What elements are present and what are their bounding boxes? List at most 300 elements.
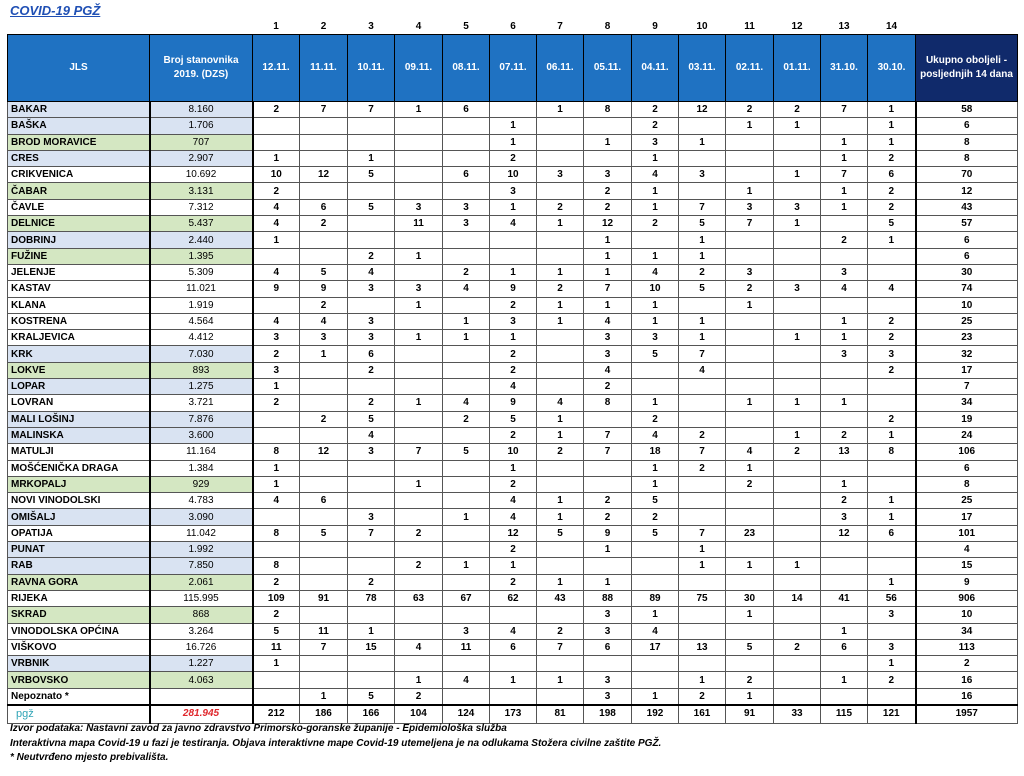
case-count-cell [821, 216, 868, 232]
population-cell: 1.706 [150, 118, 253, 134]
day-total-cell: 198 [584, 705, 632, 724]
case-count-cell [395, 118, 443, 134]
table-row [8, 444, 1018, 460]
case-count-cell [300, 574, 348, 590]
case-count-cell: 4 [679, 362, 726, 378]
case-count-cell [348, 460, 395, 476]
case-count-cell [300, 362, 348, 378]
case-count-cell [584, 558, 632, 574]
case-count-cell: 2 [348, 574, 395, 590]
day-total-cell: 81 [537, 705, 584, 724]
logo-text: pgž [8, 705, 150, 724]
case-count-cell: 3 [348, 281, 395, 297]
case-count-cell: 1 [584, 248, 632, 264]
case-count-cell: 1 [868, 118, 916, 134]
row-total-cell: 34 [916, 395, 1018, 411]
header-total: Ukupno oboljeli - posljednjih 14 dana [916, 35, 1018, 102]
source-note: Izvor podataka: Nastavni zavod za javno zdravstvo Primorsko-goranske županije - Epidemiološka služba [10, 723, 507, 734]
case-count-cell [774, 607, 821, 623]
case-count-cell [300, 656, 348, 672]
case-count-cell: 2 [537, 199, 584, 215]
case-count-cell: 109 [253, 590, 300, 606]
day-total-cell: 212 [253, 705, 300, 724]
table-row [8, 427, 1018, 443]
case-count-cell: 5 [868, 216, 916, 232]
case-count-cell: 1 [395, 297, 443, 313]
case-count-cell [490, 607, 537, 623]
case-count-cell [821, 607, 868, 623]
table-row [8, 639, 1018, 655]
case-count-cell: 2 [632, 509, 679, 525]
case-count-cell [300, 118, 348, 134]
case-count-cell: 2 [632, 118, 679, 134]
case-count-cell: 2 [490, 542, 537, 558]
case-count-cell [774, 183, 821, 199]
case-count-cell: 1 [348, 623, 395, 639]
case-count-cell [348, 118, 395, 134]
case-count-cell: 2 [348, 395, 395, 411]
case-count-cell [443, 574, 490, 590]
municipality-name: MATULJI [8, 444, 150, 460]
case-count-cell: 5 [632, 525, 679, 541]
case-count-cell [774, 476, 821, 492]
case-count-cell: 1 [395, 395, 443, 411]
case-count-cell [348, 542, 395, 558]
population-cell: 1.227 [150, 656, 253, 672]
population-cell: 4.063 [150, 672, 253, 688]
population-cell: 7.030 [150, 346, 253, 362]
table-body [8, 102, 1018, 705]
case-count-cell [584, 411, 632, 427]
case-count-cell: 1 [679, 232, 726, 248]
table-row [8, 134, 1018, 150]
case-count-cell [253, 509, 300, 525]
case-count-cell: 4 [253, 216, 300, 232]
case-count-cell: 1 [395, 672, 443, 688]
case-count-cell: 4 [443, 672, 490, 688]
municipality-name: ČAVLE [8, 199, 150, 215]
municipality-name: KLANA [8, 297, 150, 313]
case-count-cell [726, 509, 774, 525]
case-count-cell: 1 [868, 427, 916, 443]
case-count-cell: 6 [443, 102, 490, 118]
case-count-cell: 1 [490, 460, 537, 476]
case-count-cell: 4 [490, 379, 537, 395]
case-count-cell [679, 183, 726, 199]
case-count-cell: 1 [774, 558, 821, 574]
case-count-cell: 2 [253, 607, 300, 623]
case-count-cell: 4 [632, 427, 679, 443]
municipality-name: MRKOPALJ [8, 476, 150, 492]
row-total-cell: 16 [916, 672, 1018, 688]
case-count-cell: 2 [868, 183, 916, 199]
case-count-cell [537, 379, 584, 395]
case-count-cell [490, 688, 537, 705]
case-count-cell [300, 460, 348, 476]
case-count-cell: 3 [821, 509, 868, 525]
case-count-cell [679, 656, 726, 672]
case-count-cell: 2 [774, 639, 821, 655]
case-count-cell: 1 [774, 395, 821, 411]
case-count-cell: 1 [632, 199, 679, 215]
case-count-cell: 5 [300, 525, 348, 541]
row-total-cell: 12 [916, 183, 1018, 199]
case-count-cell: 9 [584, 525, 632, 541]
case-count-cell: 1 [679, 313, 726, 329]
case-count-cell: 1 [726, 297, 774, 313]
case-count-cell: 7 [348, 525, 395, 541]
day-total-cell: 104 [395, 705, 443, 724]
case-count-cell: 5 [443, 444, 490, 460]
case-count-cell: 8 [868, 444, 916, 460]
case-count-cell: 1 [490, 264, 537, 280]
case-count-cell: 1 [821, 623, 868, 639]
row-total-cell: 23 [916, 330, 1018, 346]
case-count-cell: 3 [348, 444, 395, 460]
case-count-cell [774, 525, 821, 541]
case-count-cell: 8 [253, 558, 300, 574]
header-date: 01.11. [774, 35, 821, 102]
case-count-cell: 5 [300, 264, 348, 280]
population-cell: 2.440 [150, 232, 253, 248]
row-total-cell: 58 [916, 102, 1018, 118]
case-count-cell: 1 [537, 493, 584, 509]
municipality-name: BAŠKA [8, 118, 150, 134]
case-count-cell: 5 [348, 167, 395, 183]
case-count-cell: 63 [395, 590, 443, 606]
municipality-name: BAKAR [8, 102, 150, 118]
case-count-cell: 1 [868, 493, 916, 509]
population-cell: 3.264 [150, 623, 253, 639]
table-row [8, 509, 1018, 525]
case-count-cell [868, 688, 916, 705]
case-count-cell: 2 [395, 688, 443, 705]
row-total-cell: 24 [916, 427, 1018, 443]
case-count-cell [348, 232, 395, 248]
column-number: 6 [510, 21, 516, 32]
case-count-cell: 3 [537, 167, 584, 183]
case-count-cell: 1 [584, 134, 632, 150]
municipality-name: CRES [8, 150, 150, 166]
case-count-cell: 4 [537, 395, 584, 411]
case-count-cell: 3 [821, 346, 868, 362]
case-count-cell: 2 [821, 493, 868, 509]
case-count-cell: 4 [443, 395, 490, 411]
case-count-cell [868, 297, 916, 313]
header-date: 03.11. [679, 35, 726, 102]
case-count-cell [300, 248, 348, 264]
case-count-cell: 4 [490, 509, 537, 525]
case-count-cell [253, 542, 300, 558]
case-count-cell: 1 [537, 216, 584, 232]
case-count-cell: 10 [253, 167, 300, 183]
header-date: 30.10. [868, 35, 916, 102]
case-count-cell [300, 150, 348, 166]
table-row [8, 330, 1018, 346]
table-row [8, 248, 1018, 264]
case-count-cell [537, 476, 584, 492]
row-total-cell: 7 [916, 379, 1018, 395]
case-count-cell [821, 411, 868, 427]
case-count-cell: 1 [821, 199, 868, 215]
case-count-cell [679, 150, 726, 166]
case-count-cell [726, 232, 774, 248]
case-count-cell [774, 623, 821, 639]
case-count-cell: 1 [443, 330, 490, 346]
case-count-cell: 2 [584, 509, 632, 525]
column-number: 7 [557, 21, 563, 32]
case-count-cell [537, 248, 584, 264]
case-count-cell: 1 [537, 411, 584, 427]
case-count-cell: 8 [253, 444, 300, 460]
case-count-cell: 1 [490, 330, 537, 346]
case-count-cell: 2 [348, 362, 395, 378]
case-count-cell [490, 102, 537, 118]
case-count-cell: 12 [679, 102, 726, 118]
case-count-cell: 4 [726, 444, 774, 460]
row-total-cell: 9 [916, 574, 1018, 590]
row-total-cell: 906 [916, 590, 1018, 606]
case-count-cell [395, 232, 443, 248]
row-total-cell: 2 [916, 656, 1018, 672]
case-count-cell: 13 [821, 444, 868, 460]
case-count-cell [726, 542, 774, 558]
column-number: 10 [696, 21, 708, 32]
case-count-cell [632, 558, 679, 574]
population-cell: 4.564 [150, 313, 253, 329]
case-count-cell: 1 [868, 232, 916, 248]
case-count-cell: 23 [726, 525, 774, 541]
case-count-cell [395, 607, 443, 623]
case-count-cell: 1 [584, 232, 632, 248]
case-count-cell: 2 [632, 216, 679, 232]
case-count-cell [632, 574, 679, 590]
day-total-cell: 192 [632, 705, 679, 724]
case-count-cell: 2 [726, 672, 774, 688]
case-count-cell: 7 [679, 444, 726, 460]
page-title[interactable]: COVID-19 PGŽ [10, 3, 101, 18]
row-total-cell: 17 [916, 362, 1018, 378]
case-count-cell: 1 [868, 102, 916, 118]
blank-cell [916, 16, 1018, 35]
table-row [8, 379, 1018, 395]
case-count-cell: 1 [395, 102, 443, 118]
case-count-cell [348, 476, 395, 492]
case-count-cell: 2 [395, 558, 443, 574]
case-count-cell [253, 427, 300, 443]
population-cell: 7.876 [150, 411, 253, 427]
case-count-cell [300, 607, 348, 623]
case-count-cell [395, 427, 443, 443]
case-count-cell [300, 134, 348, 150]
case-count-cell: 1 [679, 134, 726, 150]
case-count-cell [774, 264, 821, 280]
case-count-cell: 5 [632, 493, 679, 509]
row-total-cell: 74 [916, 281, 1018, 297]
case-count-cell: 1 [726, 688, 774, 705]
case-count-cell: 4 [490, 623, 537, 639]
case-count-cell [726, 623, 774, 639]
case-count-cell: 3 [490, 183, 537, 199]
table-row [8, 199, 1018, 215]
case-count-cell: 2 [300, 216, 348, 232]
case-count-cell [443, 607, 490, 623]
municipality-name: DELNICE [8, 216, 150, 232]
case-count-cell: 1 [774, 118, 821, 134]
case-count-cell: 3 [395, 199, 443, 215]
case-count-cell [868, 558, 916, 574]
case-count-cell: 1 [395, 330, 443, 346]
case-count-cell [821, 558, 868, 574]
case-count-cell: 2 [726, 102, 774, 118]
case-count-cell: 4 [632, 623, 679, 639]
row-total-cell: 57 [916, 216, 1018, 232]
case-count-cell [774, 379, 821, 395]
case-count-cell: 1 [537, 574, 584, 590]
population-cell: 11.164 [150, 444, 253, 460]
case-count-cell [774, 297, 821, 313]
case-count-cell: 7 [395, 444, 443, 460]
case-count-cell: 5 [348, 199, 395, 215]
case-count-cell [443, 248, 490, 264]
case-count-cell: 6 [300, 199, 348, 215]
case-count-cell: 5 [348, 688, 395, 705]
column-number-row [8, 16, 1018, 35]
case-count-cell [253, 248, 300, 264]
population-cell: 1.992 [150, 542, 253, 558]
case-count-cell [868, 395, 916, 411]
case-count-cell [726, 313, 774, 329]
population-cell: 2.061 [150, 574, 253, 590]
population-cell: 3.090 [150, 509, 253, 525]
case-count-cell: 1 [632, 248, 679, 264]
case-count-cell: 2 [253, 395, 300, 411]
case-count-cell: 1 [821, 672, 868, 688]
case-count-cell: 5 [632, 346, 679, 362]
row-total-cell: 101 [916, 525, 1018, 541]
population-cell: 868 [150, 607, 253, 623]
day-total-cell: 33 [774, 705, 821, 724]
case-count-cell: 1 [774, 216, 821, 232]
row-total-cell: 25 [916, 493, 1018, 509]
case-count-cell: 43 [537, 590, 584, 606]
case-count-cell [774, 346, 821, 362]
case-count-cell: 1 [443, 558, 490, 574]
case-count-cell: 5 [537, 525, 584, 541]
case-count-cell [726, 346, 774, 362]
municipality-name: MALI LOŠINJ [8, 411, 150, 427]
case-count-cell: 1 [584, 574, 632, 590]
table-row [8, 183, 1018, 199]
case-count-cell [443, 542, 490, 558]
municipality-name: OMIŠALJ [8, 509, 150, 525]
case-count-cell: 6 [443, 167, 490, 183]
case-count-cell: 4 [584, 313, 632, 329]
case-count-cell [537, 607, 584, 623]
header-population: Broj stanovnika 2019. (DZS) [150, 35, 253, 102]
case-count-cell: 7 [348, 102, 395, 118]
population-cell: 929 [150, 476, 253, 492]
case-count-cell: 4 [348, 264, 395, 280]
case-count-cell [726, 656, 774, 672]
case-count-cell: 75 [679, 590, 726, 606]
case-count-cell: 1 [537, 313, 584, 329]
case-count-cell: 1 [821, 134, 868, 150]
case-count-cell: 1 [726, 607, 774, 623]
case-count-cell: 2 [584, 493, 632, 509]
population-cell: 4.783 [150, 493, 253, 509]
case-count-cell: 6 [584, 639, 632, 655]
case-count-cell: 3 [679, 167, 726, 183]
case-count-cell: 62 [490, 590, 537, 606]
case-count-cell [395, 183, 443, 199]
case-count-cell [443, 118, 490, 134]
case-count-cell [490, 656, 537, 672]
case-count-cell [821, 248, 868, 264]
case-count-cell: 2 [679, 264, 726, 280]
case-count-cell: 2 [632, 411, 679, 427]
population-cell: 4.412 [150, 330, 253, 346]
column-number: 11 [744, 21, 755, 32]
case-count-cell: 2 [679, 460, 726, 476]
population-cell: 7.312 [150, 199, 253, 215]
case-count-cell: 1 [679, 248, 726, 264]
case-count-cell: 6 [300, 493, 348, 509]
case-count-cell: 14 [774, 590, 821, 606]
case-count-cell [537, 362, 584, 378]
case-count-cell: 2 [584, 199, 632, 215]
municipality-name: VRBOVSKO [8, 672, 150, 688]
case-count-cell [395, 623, 443, 639]
case-count-cell [679, 379, 726, 395]
day-total-cell: 124 [443, 705, 490, 724]
row-total-cell: 17 [916, 509, 1018, 525]
case-count-cell [537, 656, 584, 672]
table-row [8, 493, 1018, 509]
case-count-cell [395, 150, 443, 166]
case-count-cell: 30 [726, 590, 774, 606]
grand-total-cell: 1957 [916, 705, 1018, 724]
case-count-cell: 2 [868, 330, 916, 346]
case-count-cell [821, 297, 868, 313]
case-count-cell: 1 [537, 102, 584, 118]
case-count-cell: 2 [868, 199, 916, 215]
table-row [8, 313, 1018, 329]
map-note: Interaktivna mapa Covid-19 u fazi je testiranja. Objava interaktivne mape Covid-19 utemeljena je na odlukama Stožera civilne zaštite PGŽ. [10, 737, 662, 749]
case-count-cell: 4 [348, 427, 395, 443]
case-count-cell: 1 [443, 509, 490, 525]
case-count-cell: 2 [300, 411, 348, 427]
case-count-cell: 2 [774, 102, 821, 118]
case-count-cell: 1 [868, 134, 916, 150]
population-cell: 3.600 [150, 427, 253, 443]
case-count-cell [395, 656, 443, 672]
case-count-cell [537, 150, 584, 166]
case-count-cell [443, 688, 490, 705]
header-date: 10.11. [348, 35, 395, 102]
row-total-cell: 30 [916, 264, 1018, 280]
case-count-cell [774, 542, 821, 558]
row-total-cell: 19 [916, 411, 1018, 427]
case-count-cell: 1 [253, 656, 300, 672]
case-count-cell [868, 379, 916, 395]
case-count-cell: 4 [632, 167, 679, 183]
case-count-cell: 1 [868, 509, 916, 525]
row-total-cell: 6 [916, 460, 1018, 476]
case-count-cell [253, 688, 300, 705]
case-count-cell [300, 558, 348, 574]
case-count-cell [726, 248, 774, 264]
